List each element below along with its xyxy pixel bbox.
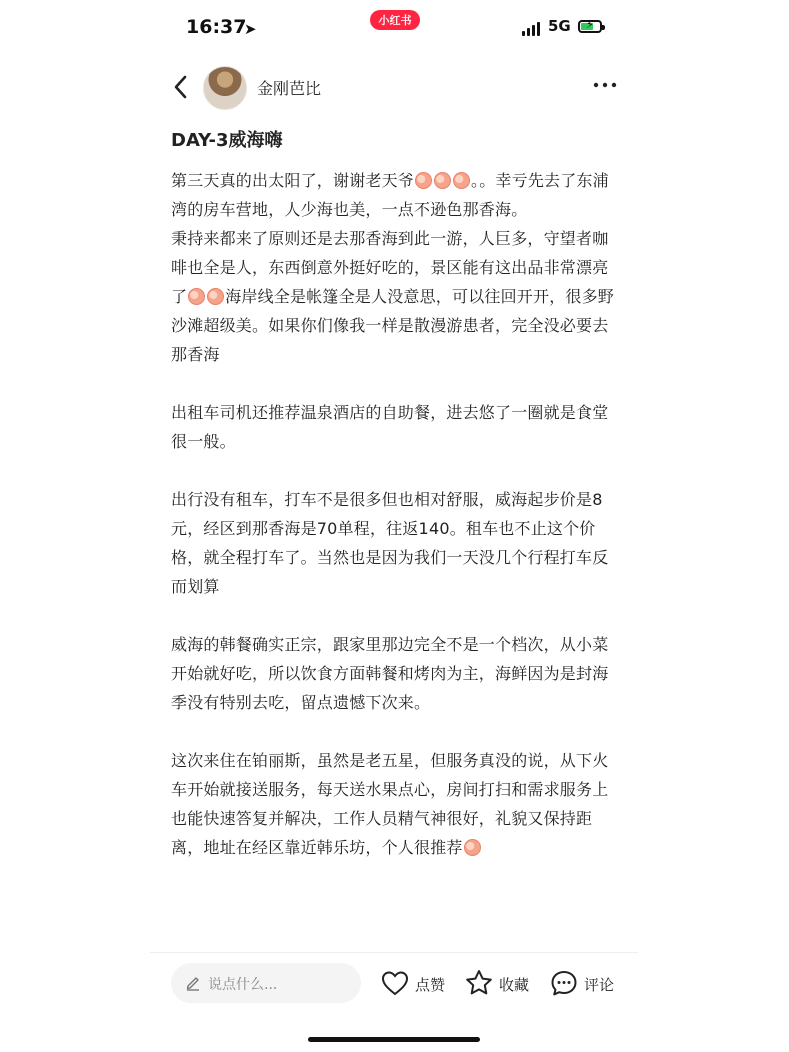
post-text: 海岸线全是帐篷全是人没意思，可以往回开开，很多野沙滩超级美。如果你们像我一样是散漫游患者，完全没必要去那香海: [171, 287, 615, 364]
collect-label: 收藏: [499, 976, 530, 994]
pig-emoji-icon: [207, 288, 224, 305]
comment-placeholder: 说点什么...: [208, 977, 278, 993]
app-logo-badge: 小红书: [370, 10, 420, 30]
more-button[interactable]: [590, 70, 622, 100]
pig-emoji-icon: [434, 172, 451, 189]
comment-input[interactable]: [171, 963, 361, 1003]
post-content: [171, 128, 621, 862]
pig-emoji-icon: [188, 288, 205, 305]
status-bar: [150, 10, 638, 46]
network-type: 5G: [548, 17, 571, 35]
collect-button[interactable]: [464, 966, 536, 1000]
post-header: [150, 62, 638, 112]
pencil-icon: [185, 973, 201, 991]
pig-emoji-icon: [453, 172, 470, 189]
post-text: 秉持来都来了原则还是去那香海到此一游，人巨多，守望者咖啡也全是人，东西倒意外挺好吃的，景区能有这出品非常漂亮了: [171, 229, 609, 306]
home-indicator: [308, 1037, 480, 1042]
signal-icon: [522, 22, 542, 36]
post-paragraph: [171, 166, 621, 224]
author-avatar[interactable]: [203, 66, 247, 110]
post-paragraph: 出租车司机还推荐温泉酒店的自助餐，进去悠了一圈就是食堂很一般。: [171, 403, 609, 451]
post-text: 第三天真的出太阳了，谢谢老天爷: [171, 171, 415, 190]
author-name[interactable]: 金刚芭比: [257, 79, 322, 98]
post-text: 。。幸亏先去了东浦湾的房车营地，人少海也美，一点不逊色那香海。: [171, 171, 609, 219]
status-time: 16:37: [186, 16, 247, 38]
post-paragraph: 出行没有租车，打车不是很多但也相对舒服，威海起步价是8元，经区到那香海是70单程，往返140。租车也不止这个价格，就全程打车了。当然也是因为我们一天没几个行程打车反而划算: [171, 490, 609, 596]
pig-emoji-icon: [464, 839, 481, 856]
bottom-divider: [150, 952, 638, 953]
post-paragraph: 威海的韩餐确实正宗，跟家里那边完全不是一个档次，从小菜开始就好吃，所以饮食方面韩餐和烤肉为主，海鲜因为是封海季没有特别去吃，留点遗憾下次来。: [171, 635, 609, 712]
post-paragraph: [171, 224, 621, 369]
comment-bubble-icon: [549, 968, 579, 998]
battery-charging-icon: ⚡: [578, 20, 602, 33]
back-button[interactable]: [168, 70, 196, 104]
location-arrow-icon: ➤: [244, 20, 257, 38]
phone-screen: [150, 0, 638, 1052]
post-text: 这次来住在铂丽斯，虽然是老五星，但服务真没的说，从下火车开始就接送服务，每天送水果点心，房间打扫和需求服务上也能快速答复并解决，工作人员精气神很好，礼貌又保持距离，地址在经区靠近韩乐坊，个人很推荐: [171, 751, 609, 857]
comment-label: 评论: [584, 976, 615, 994]
heart-icon: [380, 968, 410, 998]
post-paragraph: [171, 746, 621, 862]
pig-emoji-icon: [415, 172, 432, 189]
more-horizontal-icon: [590, 70, 622, 100]
comment-button[interactable]: [549, 966, 621, 1000]
like-button[interactable]: [380, 966, 452, 1000]
like-label: 点赞: [415, 976, 446, 994]
star-icon: [464, 968, 494, 998]
chevron-left-icon: [168, 70, 196, 104]
post-title: DAY-3威海嗨: [171, 130, 283, 151]
